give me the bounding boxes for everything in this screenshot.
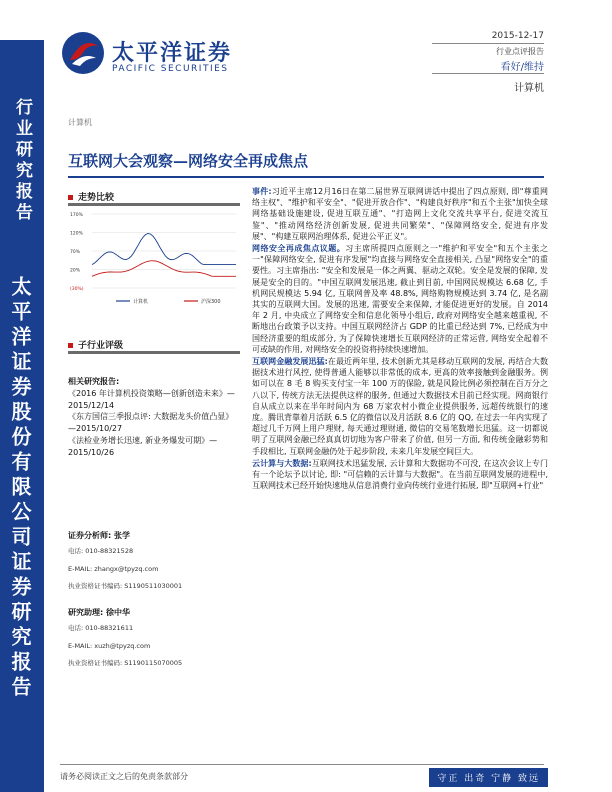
brand-name-en: PACIFIC SECURITIES	[112, 64, 229, 74]
trend-chart	[68, 208, 240, 308]
left-band-bottom-label: 太平洋证券股份有限公司证券研究报告	[8, 276, 32, 701]
title-rule	[68, 176, 544, 178]
section-marker-icon	[68, 195, 73, 200]
brand-name-cn: 太平洋证券	[112, 41, 233, 66]
trend-chart-svg	[68, 208, 240, 308]
company-logo	[60, 30, 106, 80]
body-paragraph	[252, 356, 548, 457]
sub-rating-section-title: 子行业评级	[78, 341, 124, 351]
sub-rating-section-header	[68, 338, 123, 351]
body-paragraph	[252, 243, 548, 355]
paragraph-text: 习主席所提四点原则之一"维护和平安全"和五个主张之一"保障网络安全, 促进有序发展"均直接与网络安全直接相关, 凸显"网络安全"的重要性。习主席指出: "安全和发展是一体之两翼、驱动之双轮。安全是发展的保障, 发展是安全的目的。"中国互联网发展迅速, 截止到目前, 中国网民规模达 6.68 亿, 手机网民规模达 5.94 亿, 互联网普及率 48.8%, 网络购物规模达到 3.74 亿, 是名副其实的互联网大国。发展的迅速, 需要安全来保障, 才能促进更好的发展。自 2014 年 2 月, 中央成立了网络安全和信息化领导小组后, 政府对网络安全越来越重视, 不断地出台政策予以支持。中国互联网经济占 GDP 的比重已经达到 7%, 已经成为中国经济重要的组成部分, 为了保障快速增长互联网经济的正常运营, 网络安全起着不可或缺的作用, 对网络安全的投资将持续快速增加。	[252, 244, 549, 354]
related-item: 《2016 年计算机投资策略—创新创造未来》—2015/12/14	[68, 388, 235, 410]
paragraph-keyword: 互联网金融发展迅猛:	[252, 357, 328, 367]
report-body	[252, 186, 548, 492]
y-tick-label: 170%	[70, 213, 83, 218]
paragraph-text: 习近平主席12月16日在第二届世界互联网讲话中提出了四点原则, 即"尊重网络主权"、"维护和平安全"、"促进开放合作"、"构建良好秩序"和五个主张"加快全球网络基础设施建设, 促进互联互通"、"打造网上文化交流共享平台, 促进交流互鉴"、"推动网络经济创新发展, 促进共同繁荣"、"保障网络安全, 促进有序发展"、"构建互联网治理体系, 促进公平正义"。	[252, 187, 549, 241]
related-reports	[68, 376, 240, 459]
y-tick-label: 120%	[70, 231, 83, 237]
series-line-computer	[92, 234, 236, 265]
footer-rule	[60, 764, 544, 765]
assistant-name: 研究助理: 徐中华	[68, 608, 130, 617]
section-bar	[68, 351, 240, 354]
company-slogan: 守正 出奇 宁静 致远	[429, 768, 548, 787]
analyst-cert: 执业资格证书编码: S1190511030001	[68, 582, 183, 591]
paragraph-text: 互联网技术迅猛发展, 云计算和大数据功不可没, 在这次会议上专门有一个论坛予以讨论, 即: "可信赖的云计算与大数据"。在当前互联网发展的进程中, 互联网技术已经开始快速地从信息消费行业向传统行业进行拓展, 即"互联网+行业"	[252, 458, 549, 491]
y-tick-label: 20%	[70, 268, 81, 274]
legend-label: 计算机	[133, 299, 149, 305]
analyst-block	[68, 530, 240, 593]
legend-label: 沪深300	[201, 299, 221, 305]
report-date: 2015-12-17	[491, 31, 544, 41]
body-paragraph	[252, 458, 548, 492]
section-bar	[68, 203, 240, 206]
analyst-tel: 电话: 010-88321528	[68, 546, 134, 555]
trend-section-title: 走势比较	[78, 193, 115, 203]
sector-small-label: 计算机	[68, 118, 92, 127]
header-divider-2	[432, 73, 544, 74]
industry-rating: 看好/维持	[500, 62, 544, 73]
paragraph-keyword: 云计算与大数据:	[252, 458, 312, 468]
related-item: 《东方国信三季报点评: 大数据龙头价值凸显》—2015/10/27	[68, 412, 234, 434]
left-band	[0, 40, 44, 792]
section-marker-icon	[68, 343, 73, 348]
assistant-tel: 电话: 010-88321611	[68, 623, 134, 632]
assistant-cert: 执业资格证书编码: S1190115070005	[68, 659, 183, 668]
related-item: 《法检业务增长迅速, 新业务爆发可期》—2015/10/26	[68, 435, 218, 457]
paragraph-text: 在最近两年里, 技术创新尤其是移动互联网的发展, 再结合大数据技术进行风控, 使得普通人能够以非常低的成本, 更高的效率接触到金融服务。例如可以在 8 毛 8 购买支付宝一年 100 万的保险, 就是风险比例必须控制在百万分之八以下, 传统方法无法提供这样的服务, 但通过大数据技术目前已经实现。网商银行自从成立以来在半年时间内为 68 万家农村小微企业提供服务, 远超传统银行的速度。腾讯背靠着月活跃 6.5 亿的微信以及月活跃 8.6 亿的 QQ, 在过去一年内实现了超过几千万网上用户理财, 每天通过理财通, 微信的交易笔数增长迅猛。这一切都说明了互联网金融已经真真切切地为客户带来了价值, 但另一方面, 和传统金融彩势和手段相比, 互联网金融仍处于起步阶段, 未来几年发展空间巨大。	[252, 357, 548, 456]
sector-label: 计算机	[514, 83, 544, 94]
disclaimer-note: 请务必阅读正文之后的免责条款部分	[60, 772, 188, 781]
related-heading: 相关研究报告:	[68, 377, 120, 386]
report-title: 互联网大会观察—网络安全再成焦点	[68, 152, 309, 170]
y-tick-label: (30%)	[70, 287, 84, 292]
body-paragraph	[252, 186, 548, 242]
header-divider	[432, 43, 544, 44]
assistant-block	[68, 607, 240, 670]
paragraph-keyword: 事件:	[252, 187, 272, 196]
y-tick-label: 70%	[70, 250, 81, 255]
left-band-top-label: 行业研究报告	[12, 98, 32, 224]
series-line-hs300	[92, 261, 236, 277]
analyst-name: 证券分析师: 张学	[68, 531, 130, 540]
paragraph-keyword: 网络安全再成焦点议题。	[252, 244, 346, 254]
assistant-email: E-MAIL: xuzh@tpyzq.com	[68, 641, 151, 650]
report-type: 行业点评报告	[496, 47, 544, 56]
analyst-email: E-MAIL: zhangx@tpyzq.com	[68, 564, 159, 573]
trend-section-header	[68, 190, 114, 203]
